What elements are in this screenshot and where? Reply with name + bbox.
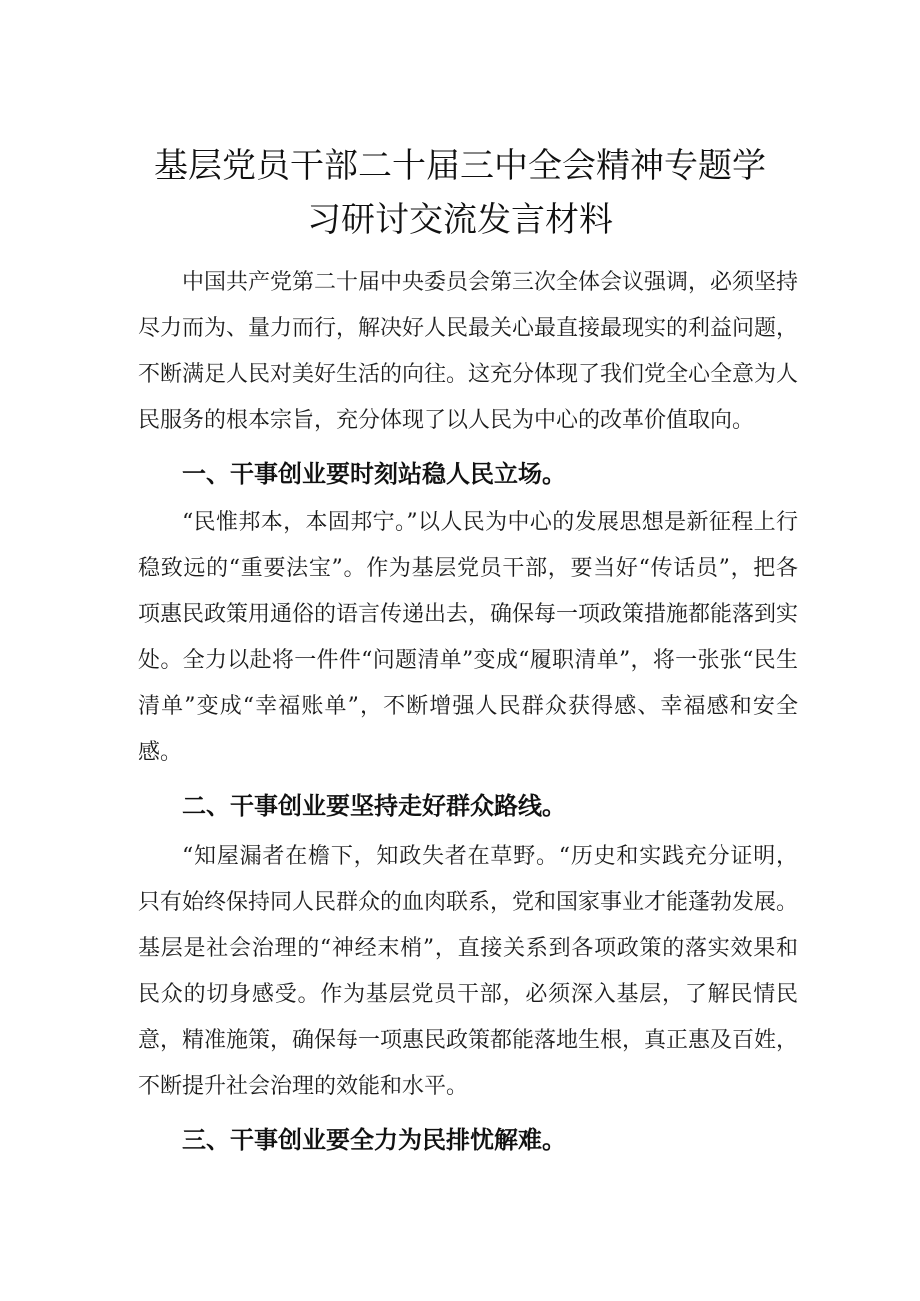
document-title-line-2: 习研讨交流发言材料 (307, 200, 613, 240)
section-heading-2: 二、干事创业要坚持走好群众路线。 (182, 792, 566, 820)
section-1-paragraph: “民惟邦本，本固邦宁。”以人民为中心的发展思想是新征程上行稳致远的“重要法宝”。作为基层党员干部，要当好“传话员”，把各项惠民政策用通俗的语言传递出去，确保每一项政策措施都能落到实处。全力以赴将一件件“问题清单”变成“履职清单”，将一张张“民生清单”变成“幸福账单”，不断增强人民群众获得感、幸福感和安全感。 (138, 510, 799, 765)
section-2-paragraph: “知屋漏者在檐下，知政失者在草野。“历史和实践充分证明，只有始终保持同人民群众的血肉联系，党和国家事业才能蓬勃发展。基层是社会治理的“神经末梢”，直接关系到各项政策的落实效果和民众的切身感受。作为基层党员干部，必须深入基层，了解民情民意，精准施策，确保每一项惠民政策都能落地生根，真正惠及百姓，不断提升社会治理的效能和水平。 (138, 844, 799, 1099)
intro-paragraph: 中国共产党第二十届中央委员会第三次全体会议强调，必须坚持尽力而为、量力而行，解决好人民最关心最直接最现实的利益问题，不断满足人民对美好生活的向往。这充分体现了我们党全心全意为人民服务的根本宗旨，充分体现了以人民为中心的改革价值取向。 (138, 270, 799, 433)
section-heading-1: 一、干事创业要时刻站稳人民立场。 (182, 460, 566, 488)
section-heading-3: 三、干事创业要全力为民排忧解难。 (182, 1126, 566, 1154)
document-title-line-1: 基层党员干部二十届三中全会精神专题学 (154, 146, 766, 186)
